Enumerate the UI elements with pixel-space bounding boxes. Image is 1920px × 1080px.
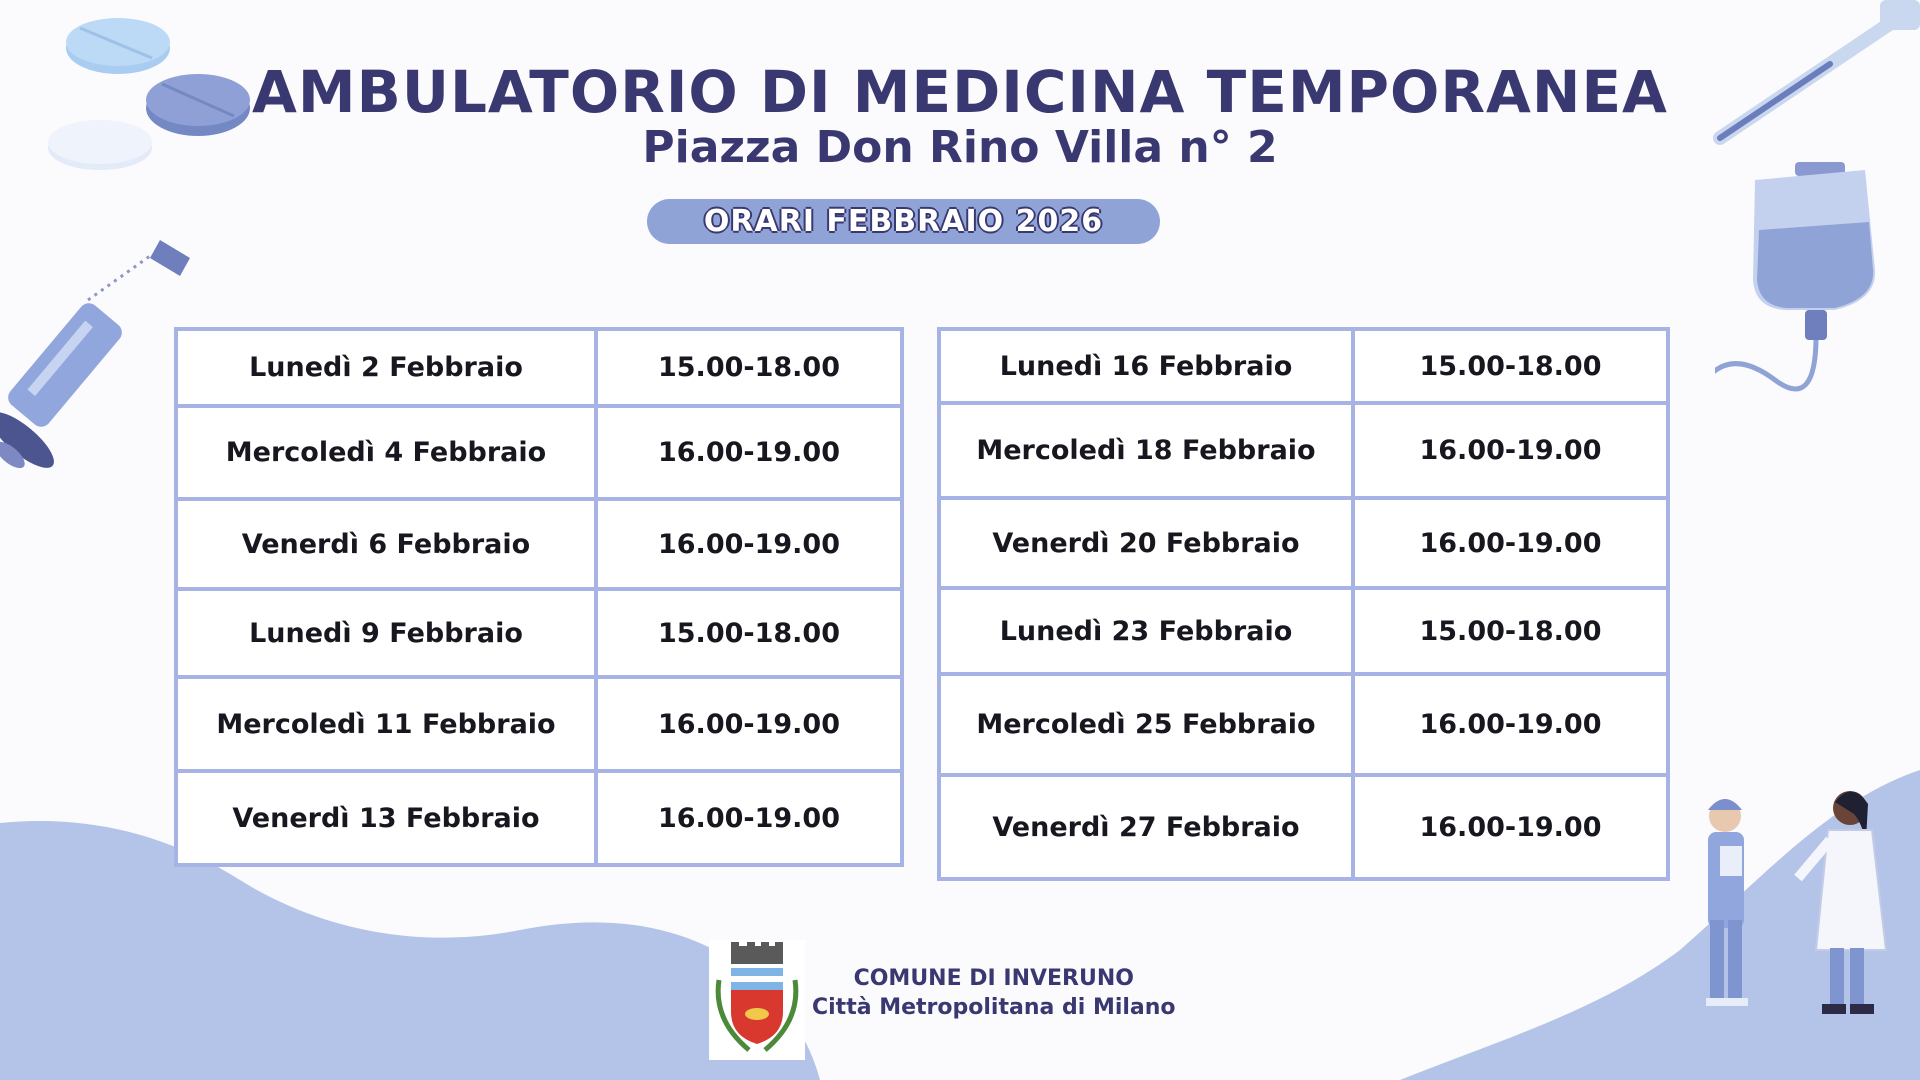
table-row	[176, 329, 902, 406]
coat-of-arms-icon	[709, 940, 805, 1060]
day-cell: Mercoledì 11 Febbraio	[176, 677, 596, 771]
hours-cell: 15.00-18.00	[1353, 329, 1668, 403]
day-cell: Mercoledì 25 Febbraio	[939, 674, 1353, 775]
table-row	[176, 677, 902, 771]
footer-metro-city: Città Metropolitana di Milano	[812, 995, 1176, 1020]
period-badge: ORARI FEBBRAIO 2026	[647, 199, 1160, 244]
table-row	[939, 775, 1668, 879]
table-row	[939, 498, 1668, 588]
schedule-table-right	[937, 327, 1670, 881]
page-title: AMBULATORIO DI MEDICINA TEMPORANEA	[252, 58, 1668, 126]
day-cell: Lunedì 23 Febbraio	[939, 588, 1353, 674]
footer-municipality: COMUNE DI INVERUNO	[853, 966, 1134, 991]
table-row	[176, 589, 902, 677]
footer-text	[812, 966, 1176, 1020]
page-subtitle: Piazza Don Rino Villa n° 2	[642, 122, 1278, 173]
day-cell: Venerdì 27 Febbraio	[939, 775, 1353, 879]
day-cell: Lunedì 9 Febbraio	[176, 589, 596, 677]
hours-cell: 16.00-19.00	[596, 499, 902, 589]
day-cell: Venerdì 13 Febbraio	[176, 771, 596, 865]
table-row	[176, 406, 902, 499]
hours-cell: 16.00-19.00	[1353, 775, 1668, 879]
table-row	[939, 588, 1668, 674]
hours-cell: 15.00-18.00	[1353, 588, 1668, 674]
day-cell: Venerdì 6 Febbraio	[176, 499, 596, 589]
doctors-illustration	[1690, 780, 1920, 1030]
hours-cell: 16.00-19.00	[1353, 403, 1668, 498]
day-cell: Lunedì 2 Febbraio	[176, 329, 596, 406]
hours-cell: 16.00-19.00	[596, 771, 902, 865]
schedule-table-left	[174, 327, 904, 867]
table-row	[939, 674, 1668, 775]
day-cell: Venerdì 20 Febbraio	[939, 498, 1353, 588]
hours-cell: 16.00-19.00	[1353, 674, 1668, 775]
table-row	[939, 329, 1668, 403]
hours-cell: 15.00-18.00	[596, 589, 902, 677]
day-cell: Mercoledì 18 Febbraio	[939, 403, 1353, 498]
table-row	[176, 499, 902, 589]
hours-cell: 16.00-19.00	[1353, 498, 1668, 588]
coat-of-arms-box	[709, 940, 805, 1060]
day-cell: Lunedì 16 Febbraio	[939, 329, 1353, 403]
syringe-icon	[0, 240, 200, 470]
day-cell: Mercoledì 4 Febbraio	[176, 406, 596, 499]
hours-cell: 16.00-19.00	[596, 677, 902, 771]
table-row	[939, 403, 1668, 498]
hours-cell: 16.00-19.00	[596, 406, 902, 499]
hours-cell: 15.00-18.00	[596, 329, 902, 406]
iv-bag-icon	[1715, 160, 1890, 420]
table-row	[176, 771, 902, 865]
